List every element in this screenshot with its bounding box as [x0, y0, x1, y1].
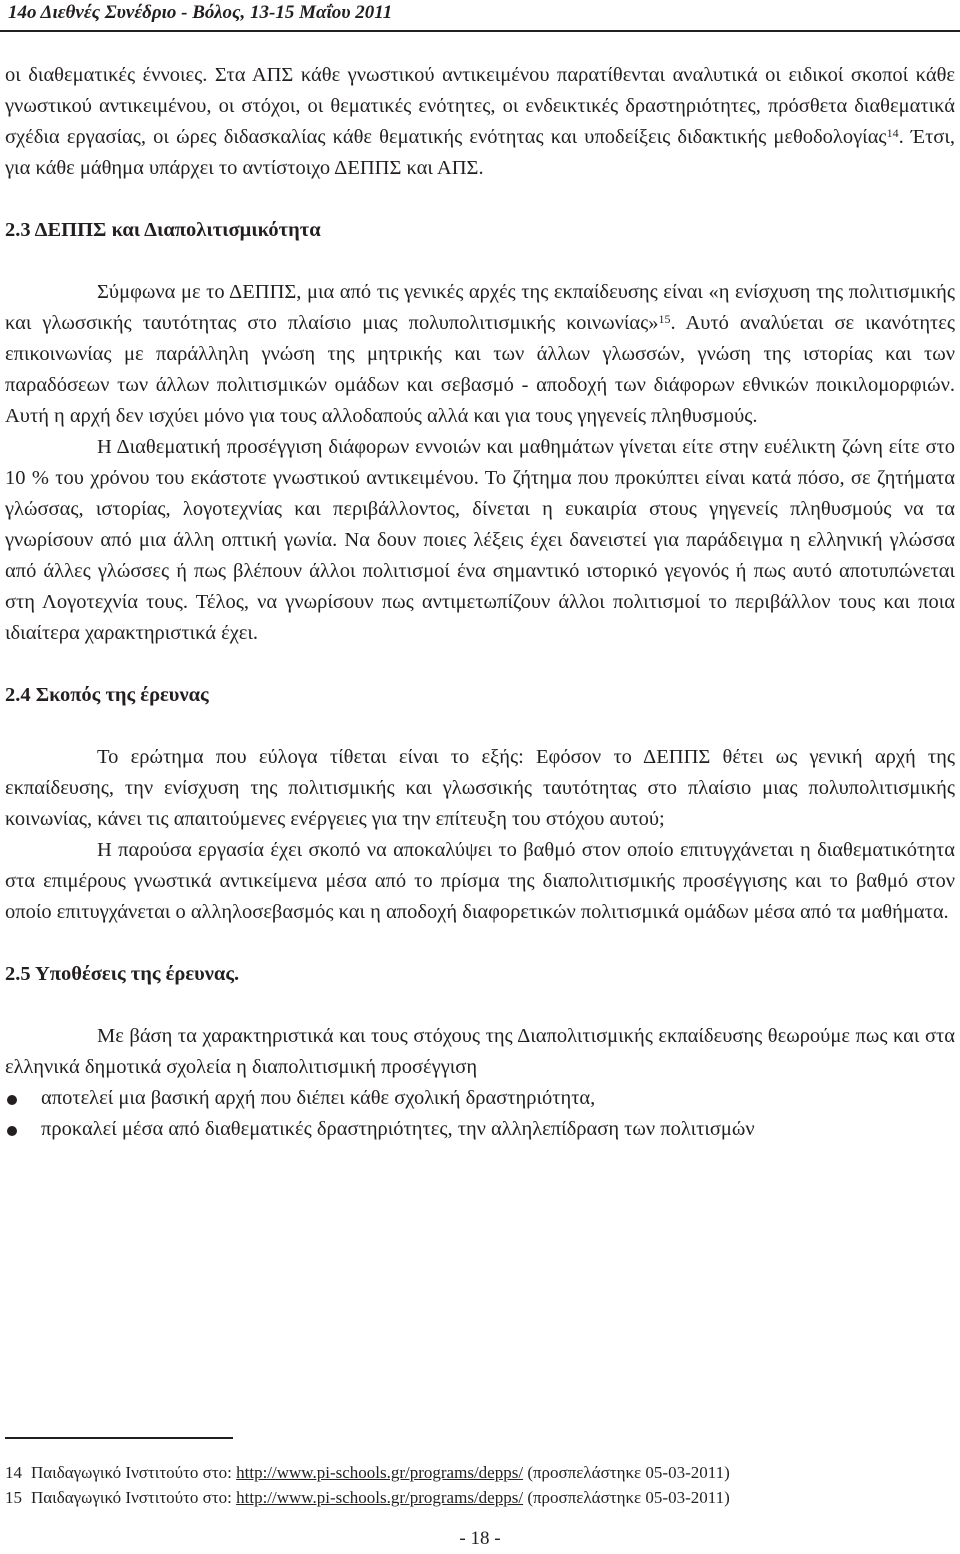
bullet-icon	[7, 1095, 17, 1105]
list-item: προκαλεί μέσα από διαθεματικές δραστηριότητες, την αλληλεπίδραση των πολιτισμών	[5, 1114, 955, 1145]
paragraph-2-4-a: Το ερώτημα που εύλογα τίθεται είναι το εξής: Εφόσον το ΔΕΠΠΣ θέτει ως γενική αρχή της εκπαίδευσης, την ενίσχυση της πολιτισμικής και γλωσσικής ταυτότητας στο πλαίσιο μιας πολυπολιτισμικής κοινωνίας, κάνει τις απαιτούμενες ενέργειες για την επίτευξη του στόχου αυτού;	[5, 746, 955, 830]
paragraph-2-4-b: Η παρούσα εργασία έχει σκοπό να αποκαλύψει το βαθμό στον οποίο επιτυγχάνεται η διαθεματικότητα στα επιμέρους γνωστικά αντικείμενα μέσα από το πρίσμα της διαπολιτισμικής προσέγγισης και το βαθμό στον οποίο επιτυγχάνεται ο αλληλοσεβασμός και η αποδοχή διαφορετικών πολιτισμικά ομάδων μέσα από τα μαθήματα.	[5, 839, 955, 923]
footnote-rule	[5, 1437, 233, 1439]
list-item: αποτελεί μια βασική αρχή που διέπει κάθε σχολική δραστηριότητα,	[5, 1083, 955, 1114]
paragraph-2-3-b: Η Διαθεματική προσέγγιση διάφορων εννοιών και μαθημάτων γίνεται είτε στην ευέλικτη ζώνη είτε στο 10 % του χρόνου του εκάστοτε γνωστικού αντικειμένου. Το ζήτημα που προκύπτει είναι κατά πόσο, σε ζητήματα γλώσσας, ιστορίας, λογοτεχνίας και περιβάλλοντος, δίνεται η ευκαιρία στους γηγενείς πληθυσμούς να τα γνωρίσουν από μια άλλη οπτική γωνία. Να δουν ποιες λέξεις έχει δανειστεί για παράδειγμα η ελληνική γλώσσα από άλλες γλώσσες ή πως βλέπουν άλλοι πολιτισμοί ένα σημαντικό ιστορικό γεγονός ή πως αυτό αποτυπώνεται στη Λογοτεχνία τους. Τέλος, να γνωρίσουν πως αντιμετωπίζουν άλλοι πολιτισμοί το περιβάλλον τους και ποια ιδιαίτερα χαρακτηριστικά έχει.	[5, 436, 955, 644]
paragraph-2-5: Με βάση τα χαρακτηριστικά και τους στόχους της Διαπολιτισμικής εκπαίδευσης θεωρούμε πως και στα ελληνικά δημοτικά σχολεία η διαπολιτισμική προσέγγιση	[5, 1025, 955, 1078]
section-heading-2-3: 2.3 ΔΕΠΠΣ και Διαπολιτισμικότητα	[5, 219, 321, 241]
footnote-link[interactable]: http://www.pi-schools.gr/programs/depps/	[236, 1488, 524, 1507]
section-heading-2-4: 2.4 Σκοπός της έρευνας	[5, 684, 209, 706]
body-text	[5, 60, 955, 1145]
paragraph-intro: οι διαθεματικές έννοιες. Στα ΑΠΣ κάθε γνωστικού αντικειμένου παρατίθενται αναλυτικά οι ειδικοί σκοποί κάθε γνωστικού αντικειμένου, οι στόχοι, οι θεματικές ενότητες, οι ενδεικτικές δραστηριότητες, πρόσθετα διαθεματικά σχέδια εργασίας, οι ώρες διδασκαλίας κάθε θεματικής ενότητας και υποδείξεις διδακτικής μεθοδολογίας$^{14}$. Έτσι, για κάθε μάθημα υπάρχει το αντίστοιχο ΔΕΠΠΣ και ΑΠΣ.	[5, 64, 955, 179]
footnote-15: 15 Παιδαγωγικό Ινστιτούτο στο: http://www.pi-schools.gr/programs/depps/ (προσπελάστηκε 05-03-2011)	[5, 1488, 730, 1507]
footnote-link[interactable]: http://www.pi-schools.gr/programs/depps/	[236, 1463, 524, 1482]
footnote-ref-15[interactable]: 15	[658, 312, 671, 326]
footnote-14: 14 Παιδαγωγικό Ινστιτούτο στο: http://www.pi-schools.gr/programs/depps/ (προσπελάστηκε 05-03-2011)	[5, 1463, 730, 1482]
running-header: 14ο Διεθνές Συνέδριο - Βόλος, 13-15 Μαΐου 2011	[8, 2, 393, 23]
hypotheses-list	[5, 1083, 955, 1145]
header-rule	[0, 30, 960, 32]
bullet-icon	[7, 1126, 17, 1136]
footnote-ref-14[interactable]: 14	[886, 126, 899, 140]
page-number: - 18 -	[459, 1528, 501, 1549]
footnotes	[5, 1460, 955, 1510]
paragraph-2-3-a: Σύμφωνα με το ΔΕΠΠΣ, μια από τις γενικές αρχές της εκπαίδευσης είναι «η ενίσχυση της πολιτισμικής και γλωσσικής ταυτότητας στο πλαίσιο μιας πολυπολιτισμικής κοινωνίας»$^{15}$. Αυτό αναλύεται σε ικανότητες επικοινωνίας με παράλληλη γνώση της μητρικής και των άλλων γλωσσών, γνώση της ιστορίας και των παραδόσεων των άλλων πολιτισμικών ομάδων και σεβασμό - αποδοχή των διάφορων εθνικών ποικιλομορφιών. Αυτή η αρχή δεν ισχύει μόνο για τους αλλοδαπούς αλλά και για τους γηγενείς πληθυσμούς.	[5, 281, 955, 427]
section-heading-2-5: 2.5 Υποθέσεις της έρευνας.	[5, 963, 240, 985]
